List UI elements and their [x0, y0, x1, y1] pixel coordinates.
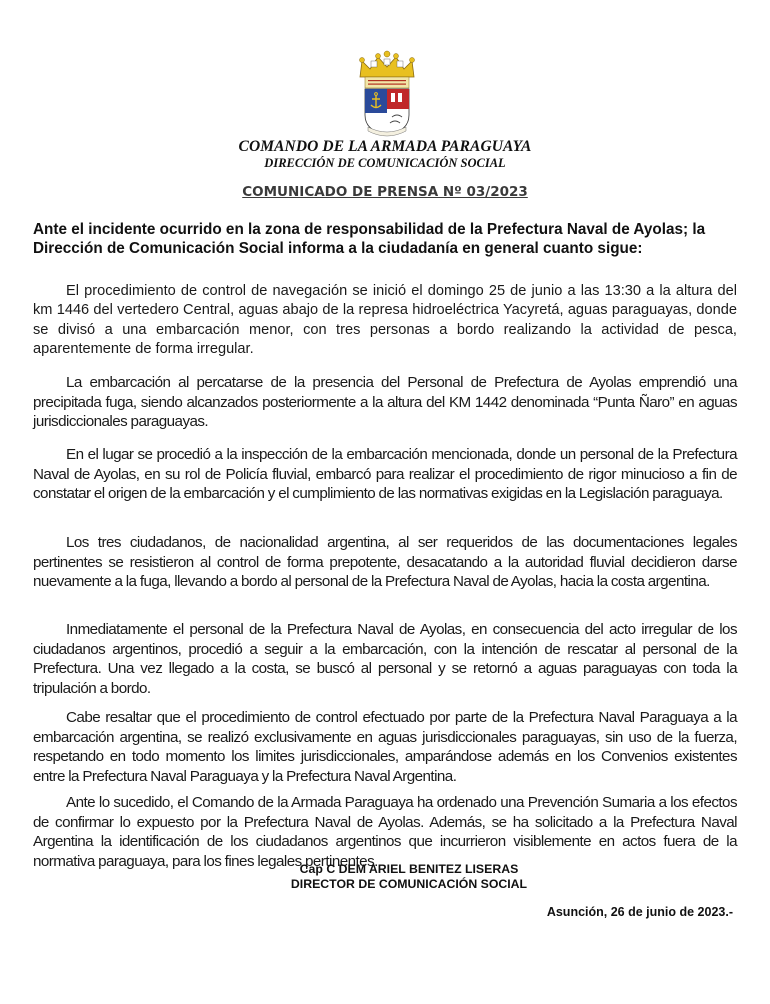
intro-statement: Ante el incidente ocurrido en la zona de responsabilidad de la Prefectura Naval de Ayolas; la Dirección de Comunicación Social informa a la ciudadanía en general cuanto sigue: — [33, 221, 706, 257]
press-release-title: COMUNICADO DE PRENSA Nº 03/2023 — [242, 184, 528, 200]
organization-name: COMANDO DE LA ARMADA PARAGUAYA — [238, 138, 532, 155]
shield-icon — [365, 89, 409, 135]
department-name: DIRECCIÓN DE COMUNICACIÓN SOCIAL — [264, 156, 506, 170]
body-paragraph: Ante lo sucedido, el Comando de la Armada Paraguaya ha ordenado una Prevención Sumaria a los efectos de confirmar lo expuesto por la Prefectura Naval de Ayolas. Además, se ha solicitado a la Prefectura Naval Argentina la identificación de los ciudadanos argentinos que incurrieron visiblemente en actos fuera de la normativa paraguaya, para los fines legales pertinentes. — [33, 794, 737, 870]
body-paragraph: Cabe resaltar que el procedimiento de control efectuado por parte de la Prefectura Naval Paraguaya a la embarcación argentina, se realizó exclusivamente en aguas jurisdiccionales paraguayas, sin uso de la fuerza, respetando en todo momento los limites jurisdiccionales, amparándose además en los Convenios existentes entre la Prefectura Naval Paraguaya y la Prefectura Naval Argentina. — [33, 709, 737, 785]
body-paragraph: El procedimiento de control de navegación se inició el domingo 25 de junio a las 13:30 a la altura del km 1446 del vertedero Central, aguas abajo de la represa hidroeléctrica Yacyretá, aguas paraguayas, donde se divisó a una embarcación menor, con tres personas a bordo realizando la actividad de pesca, aparentemente de forma irregular. — [33, 282, 737, 358]
signatory-title: DIRECTOR DE COMUNICACIÓN SOCIAL — [290, 877, 528, 891]
signatory-name: Cap C DEM ARIEL BENITEZ LISERAS — [299, 862, 519, 876]
navy-coat-of-arms-icon — [352, 47, 422, 137]
crown-icon — [360, 51, 415, 77]
body-paragraph: Inmediatamente el personal de la Prefectura Naval de Ayolas, en consecuencia del acto irregular de los ciudadanos argentinos, procedió a seguir a la embarcación, con la intención de rescatar al personal de la Prefectura. Una vez llegado a la costa, se buscó al personal y se retornó a aguas paraguayas con toda la tripulación a bordo. — [33, 621, 737, 697]
body-paragraph: Los tres ciudadanos, de nacionalidad argentina, al ser requeridos de las documentaciones legales pertinentes se resistieron al control de forma prepotente, desacatando a la autoridad fluvial decidieron darse nuevamente a la fuga, llevando a bordo al personal de la Prefectura Naval de Ayolas, hacia la costa argentina. — [33, 534, 737, 591]
body-paragraph: La embarcación al percatarse de la presencia del Personal de Prefectura de Ayolas emprendió una precipitada fuga, siendo alcanzados posteriormente a la altura del KM 1442 denominada “Punta Ñaro” en aguas jurisdiccionales paraguayas. — [33, 374, 737, 431]
date-line: Asunción, 26 de junio de 2023.- — [546, 905, 733, 919]
body-paragraph: En el lugar se procedió a la inspección de la embarcación mencionada, donde un personal de la Prefectura Naval de Ayolas, en su rol de Policía fluvial, embarcó para realizar el procedimiento de rigor minucioso a fin de constatar el origen de la embarcación y el cumplimiento de las normativas exigidas en la Legislación paraguaya. — [33, 446, 737, 503]
